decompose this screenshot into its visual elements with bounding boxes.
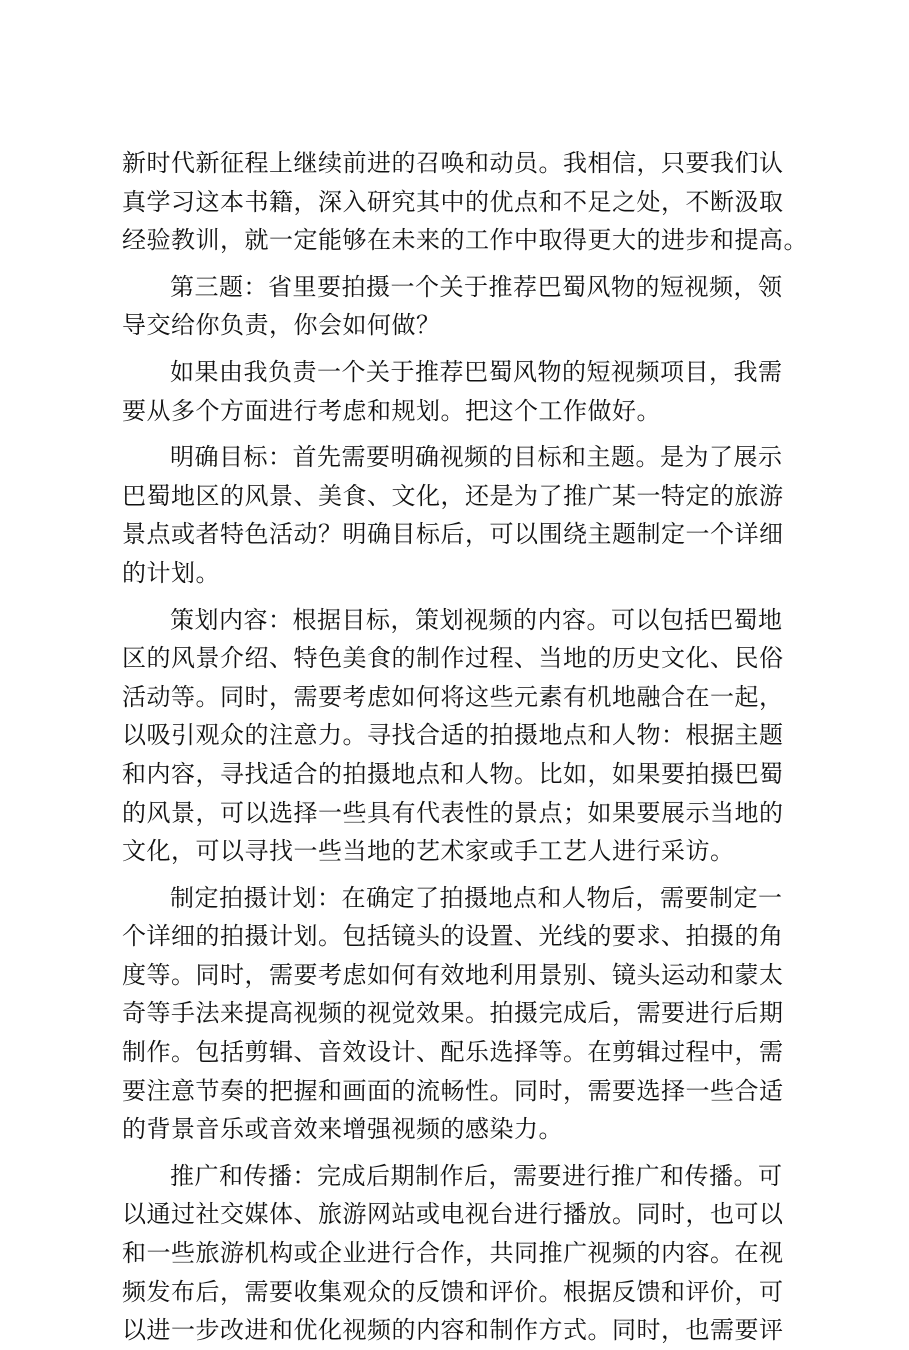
document-body: [122, 144, 808, 1350]
text-line: 如果由我负责一个关于推荐巴蜀风物的短视频项目，我需: [170, 357, 783, 386]
text-line: 制定拍摄计划：在确定了拍摄地点和人物后，需要制定一: [170, 883, 783, 912]
text-line: 导交给你负责，你会如何做？: [122, 311, 441, 340]
text-line: 推广和传播：完成后期制作后，需要进行推广和传播。可: [170, 1161, 783, 1190]
paragraph-gap: [122, 260, 802, 268]
text-line: 第三题：省里要拍摄一个关于推荐巴蜀风物的短视频，领: [170, 272, 783, 301]
text-line: 度等。同时，需要考虑如何有效地利用景别、镜头运动和蒙太: [122, 960, 784, 989]
text-line: 新时代新征程上继续前进的召唤和动员。我相信，只要我们认: [122, 149, 784, 177]
text-line: 奇等手法来提高视频的视觉效果。拍摄完成后，需要进行后期: [122, 999, 784, 1028]
text-line: 要从多个方面进行考虑和规划。把这个工作做好。: [122, 396, 661, 425]
text-line: 以进一步改进和优化视频的内容和制作方式。同时，也需要评: [122, 1316, 784, 1345]
text-line: 景点或者特色活动？明确目标后，可以围绕主题制定一个详细: [122, 520, 784, 549]
text-line: 真学习这本书籍，深入研究其中的优点和不足之处，不断汲取: [122, 187, 784, 216]
text-line: 的计划。: [122, 558, 220, 587]
paragraph: [122, 268, 802, 345]
paragraph-gap: [122, 430, 802, 438]
text-line: 策划内容：根据目标，策划视频的内容。可以包括巴蜀地: [170, 605, 783, 634]
text-line: 明确目标：首先需要明确视频的目标和主题。是为了展示: [170, 443, 783, 472]
paragraph-gap: [122, 593, 802, 601]
text-line: 经验教训，就一定能够在未来的工作中取得更大的进步和提高。: [122, 226, 808, 255]
paragraph: [122, 1157, 802, 1350]
text-line: 和一些旅游机构或企业进行合作，共同推广视频的内容。在视: [122, 1239, 784, 1268]
paragraph: [122, 601, 802, 871]
text-line: 频发布后，需要收集观众的反馈和评价。根据反馈和评价，可: [122, 1277, 784, 1306]
text-line: 活动等。同时，需要考虑如何将这些元素有机地融合在一起，: [122, 682, 784, 711]
paragraph: [122, 438, 802, 592]
paragraph: [122, 353, 802, 430]
paragraph-gap: [122, 345, 802, 353]
text-line: 巴蜀地区的风景、美食、文化，还是为了推广某一特定的旅游: [122, 481, 784, 510]
text-line: 个详细的拍摄计划。包括镜头的设置、光线的要求、拍摄的角: [122, 922, 784, 951]
text-line: 文化，可以寻找一些当地的艺术家或手工艺人进行采访。: [122, 837, 735, 866]
text-line: 的背景音乐或音效来增强视频的感染力。: [122, 1115, 563, 1144]
paragraph-gap: [122, 1149, 802, 1157]
text-line: 和内容，寻找适合的拍摄地点和人物。比如，如果要拍摄巴蜀: [122, 759, 784, 788]
text-line: 区的风景介绍、特色美食的制作过程、当地的历史文化、民俗: [122, 644, 784, 673]
text-line: 以吸引观众的注意力。寻找合适的拍摄地点和人物：根据主题: [122, 721, 784, 750]
paragraph: [122, 879, 802, 1149]
text-line: 要注意节奏的把握和画面的流畅性。同时，需要选择一些合适: [122, 1076, 784, 1105]
text-line: 的风景，可以选择一些具有代表性的景点；如果要展示当地的: [122, 798, 784, 827]
paragraph-gap: [122, 871, 802, 879]
text-line: 制作。包括剪辑、音效设计、配乐选择等。在剪辑过程中，需: [122, 1038, 784, 1067]
paragraph: [122, 144, 808, 260]
text-line: 以通过社交媒体、旅游网站或电视台进行播放。同时，也可以: [122, 1200, 784, 1229]
